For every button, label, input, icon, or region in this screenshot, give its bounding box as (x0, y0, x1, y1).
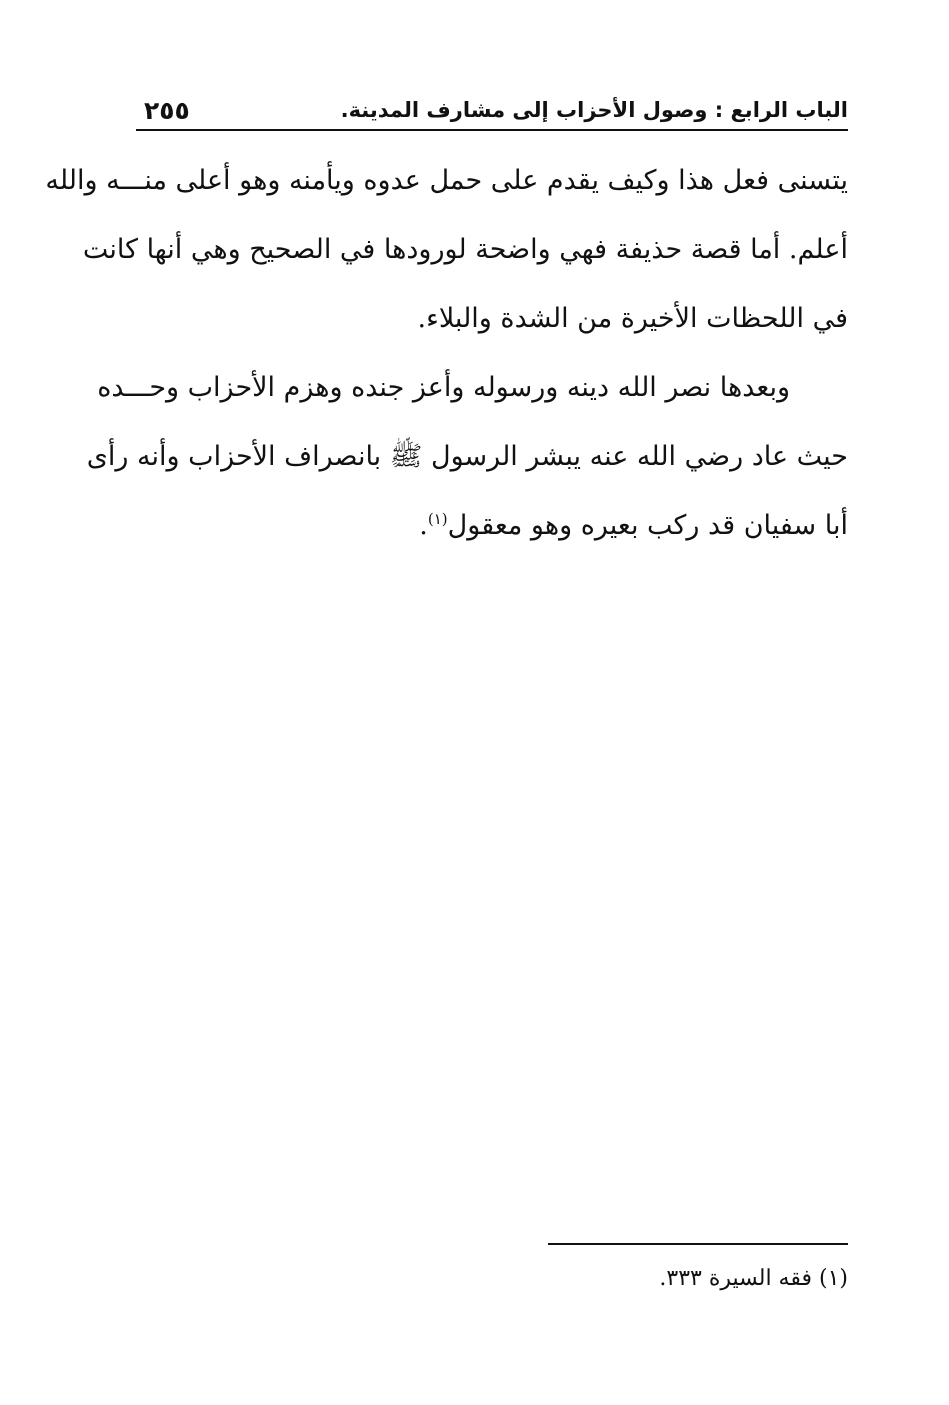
line-text: أبا سفيان قد ركب بعيره وهو معقول (447, 510, 848, 541)
footnote: (١) فقه السيرة ٣٣٣. (659, 1266, 848, 1291)
header-rule (136, 129, 848, 131)
footnote-reference: (١) (427, 510, 448, 528)
text-line: في اللحظات الأخيرة من الشدة والبلاء. (417, 303, 848, 334)
text-line: وبعدها نصر الله دينه ورسوله وأعز جنده وهزم الأحزاب وحـــده (97, 372, 790, 403)
footnote-rule (548, 1243, 848, 1245)
chapter-title: الباب الرابع : وصول الأحزاب إلى مشارف المدينة. (340, 98, 848, 122)
page-number: ٢٥٥ (144, 96, 190, 125)
text-line (136, 491, 848, 560)
body-text (45, 146, 848, 560)
line-end: . (419, 510, 428, 541)
text-line: أعلم. أما قصة حذيفة فهي واضحة لورودها في الصحيح وهي أنها كانت (82, 234, 848, 265)
running-header (136, 96, 848, 130)
text-line: يتسنى فعل هذا وكيف يقدم على حمل عدوه ويأمنه وهو أعلى منـــه والله (45, 165, 848, 196)
text-line: حيث عاد رضي الله عنه يبشر الرسول ﷺ بانصراف الأحزاب وأنه رأى (86, 441, 848, 472)
